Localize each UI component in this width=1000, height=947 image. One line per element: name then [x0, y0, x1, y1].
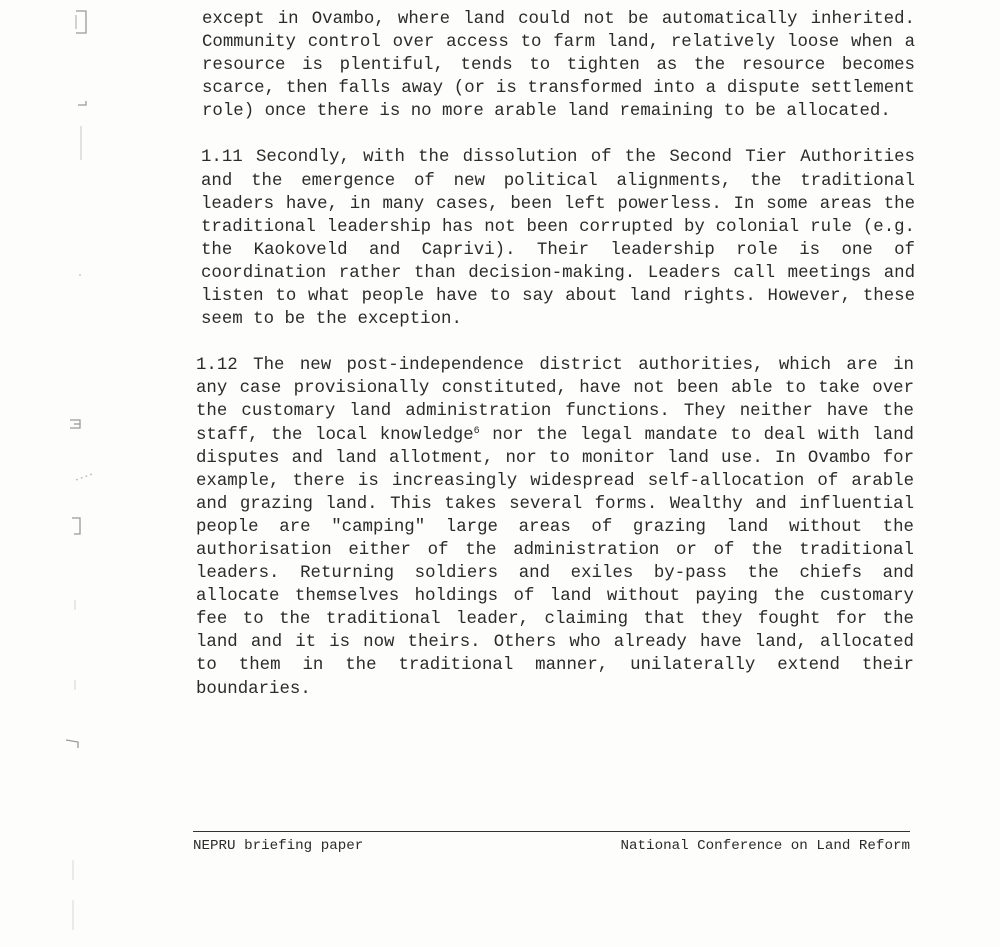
paragraph-1-12-text-end: nor the legal mandate to deal with land disputes and land allotment, nor to monitor land use. In Ovambo for example, there is increasingly widespread self-allocation of arable and grazing land. This takes several forms. Wealthy and influential people are "camping" large areas of grazing land without the authorisation either of the administration or of the traditional leaders. Returning soldiers and exiles by-pass the chiefs and allocate themselves holdings of land without paying the customary fee to the traditional leader, claiming that they fought for the land and it is now theirs. Others who already have land, allocated to them in the traditional manner, unilaterally extend their boundaries. [196, 425, 914, 699]
paragraph-continuation: except in Ovambo, where land could not be automatically inherited. Community control over access to farm land, relatively loose when a resource is plentiful, tends to tighten as the resource becomes scarce, then falls away (or is transformed into a dispute settlement role) once there is no more arable land remaining to be allocated. [202, 10, 915, 122]
page-footer [193, 838, 910, 854]
footer-rule [193, 831, 910, 832]
footer-right-text: National Conference on Land Reform [620, 838, 910, 854]
footer-left-text: NEPRU briefing paper [193, 838, 364, 854]
margin-scan-marks [0, 0, 140, 947]
footnote-ref-6: 6 [473, 425, 480, 437]
paragraph-1-12-text-start: 1.12 The new post-independence district authorities, which are in any case provisionally constituted, have not been able to take over the customary land administration functions. They neither have the staff, the local knowledge [196, 356, 914, 445]
document-body [196, 8, 915, 724]
paragraph-1-12 [196, 354, 914, 700]
paragraph-1-11: 1.11 Secondly, with the dissolution of the Second Tier Authorities and the emergence of new political alignments, the traditional leaders have, in many cases, been left powerless. In some areas the traditional leadership has not been corrupted by colonial rule (e.g. the Kaokoveld and Caprivi). Their leadership role is one of coordination rather than decision-making. Leaders call meetings and listen to what people have to say about land rights. However, these seem to be the exception. [201, 148, 915, 330]
